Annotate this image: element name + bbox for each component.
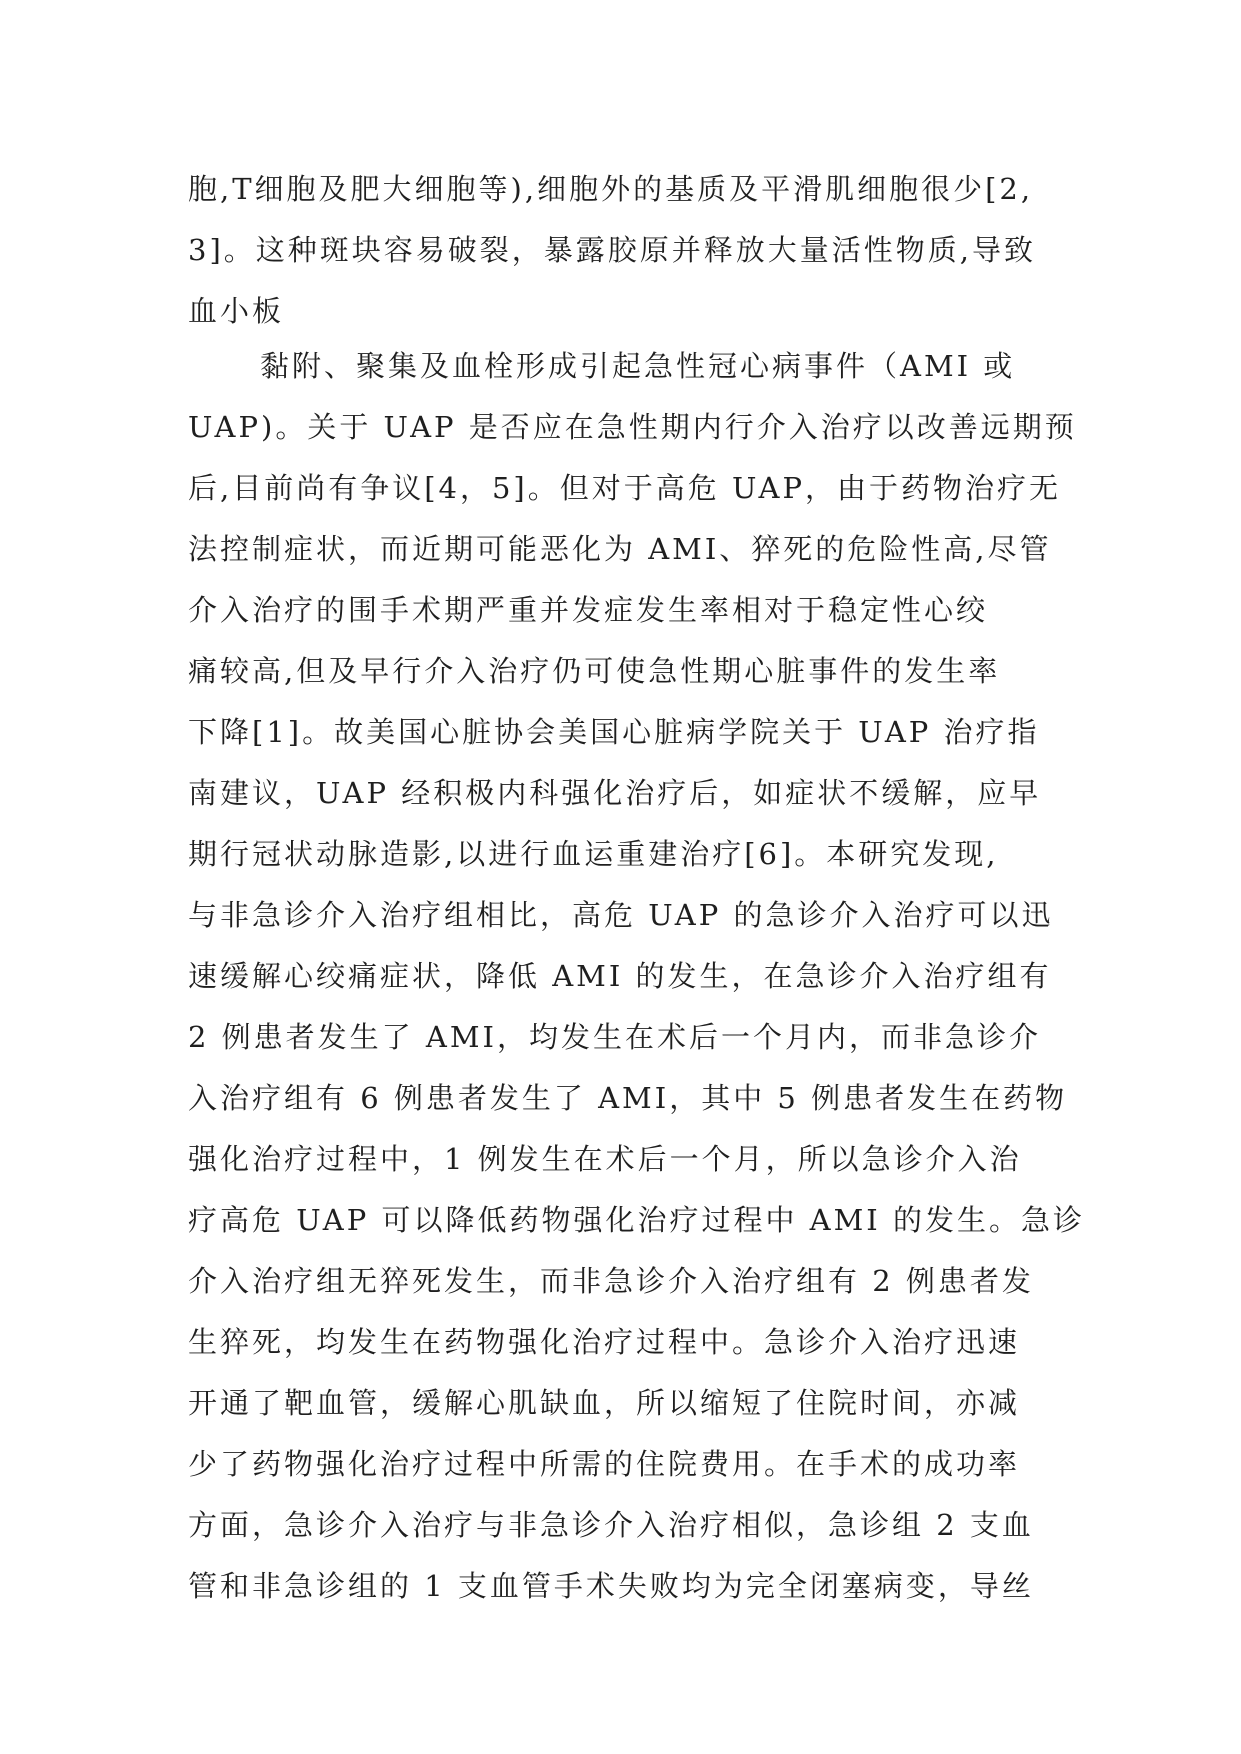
paragraph-1 <box>188 159 1048 342</box>
paragraph-line: 2 例患者发生了 AMI，均发生在术后一个月内，而非急诊介 <box>188 1020 1041 1054</box>
paragraph-line: 管和非急诊组的 1 支血管手术失败均为完全闭塞病变，导丝 <box>188 1569 1034 1603</box>
paragraph-line: 胞,T细胞及肥大细胞等),细胞外的基质及平滑肌细胞很少[2, <box>188 172 1034 206</box>
paragraph-line: 3]。这种斑块容易破裂，暴露胶原并释放大量活性物质,导致 <box>188 233 1036 267</box>
paragraph-line: 下降[1]。故美国心脏协会美国心脏病学院关于 UAP 治疗指 <box>188 715 1040 749</box>
paragraph-line: 血小板 <box>188 294 285 328</box>
paragraph-line: 入治疗组有 6 例患者发生了 AMI，其中 5 例患者发生在药物 <box>188 1081 1068 1115</box>
paragraph-line: 速缓解心绞痛症状，降低 AMI 的发生，在急诊介入治疗组有 <box>188 959 1052 993</box>
paragraph-line: 疗高危 UAP 可以降低药物强化治疗过程中 AMI 的发生。急诊 <box>188 1203 1085 1237</box>
paragraph-2 <box>188 336 1085 1617</box>
paragraph-line: 期行冠状动脉造影,以进行血运重建治疗[6]。本研究发现, <box>188 837 999 871</box>
paragraph-line: 介入治疗的围手术期严重并发症发生率相对于稳定性心绞 <box>188 593 989 627</box>
paragraph-line: 开通了靶血管，缓解心肌缺血，所以缩短了住院时间，亦减 <box>188 1386 1021 1420</box>
paragraph-line: 痛较高,但及早行介入治疗仍可使急性期心脏事件的发生率 <box>188 654 1001 688</box>
paragraph-first-line: 黏附、聚集及血栓形成引起急性冠心病事件（AMI 或 <box>260 349 1016 383</box>
paragraph-line: 强化治疗过程中，1 例发生在术后一个月，所以急诊介入治 <box>188 1142 1022 1176</box>
paragraph-line: 南建议，UAP 经积极内科强化治疗后，如症状不缓解，应早 <box>188 776 1042 810</box>
paragraph-line: UAP)。关于 UAP 是否应在急性期内行介入治疗以改善远期预 <box>188 410 1077 444</box>
paragraph-line: 方面，急诊介入治疗与非急诊介入治疗相似，急诊组 2 支血 <box>188 1508 1034 1542</box>
paragraph-line: 生猝死，均发生在药物强化治疗过程中。急诊介入治疗迅速 <box>188 1325 1021 1359</box>
paragraph-line: 少了药物强化治疗过程中所需的住院费用。在手术的成功率 <box>188 1447 1021 1481</box>
paragraph-line: 法控制症状，而近期可能恶化为 AMI、猝死的危险性高,尽管 <box>188 532 1052 566</box>
paragraph-line: 与非急诊介入治疗组相比，高危 UAP 的急诊介入治疗可以迅 <box>188 898 1054 932</box>
paragraph-line: 介入治疗组无猝死发生，而非急诊介入治疗组有 2 例患者发 <box>188 1264 1034 1298</box>
paragraph-line: 后,目前尚有争议[4，5]。但对于高危 UAP，由于药物治疗无 <box>188 471 1061 505</box>
